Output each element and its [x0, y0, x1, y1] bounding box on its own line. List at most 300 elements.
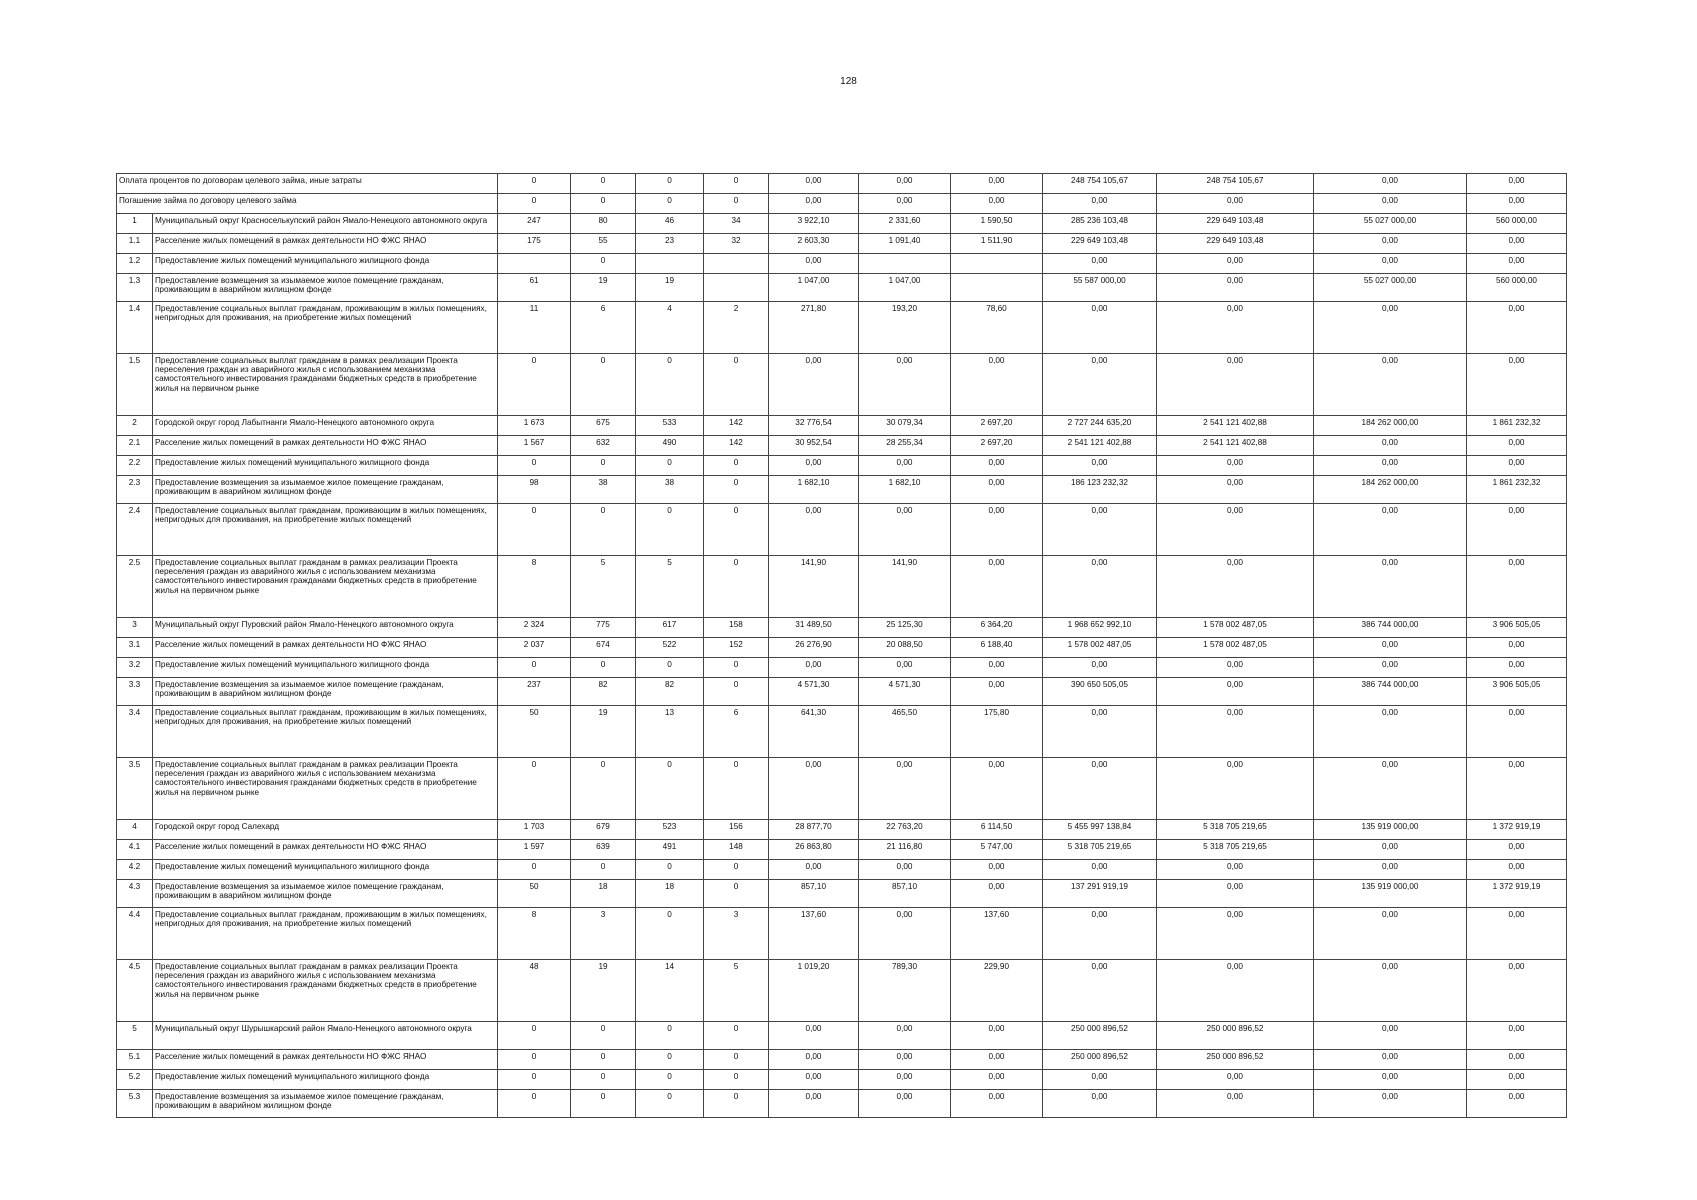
table-row: [117, 880, 1567, 908]
cell-value: 6 364,20: [951, 618, 1043, 638]
cell-value: 5: [704, 960, 769, 1022]
table-row: [117, 678, 1567, 706]
cell-value: 5 747,00: [951, 840, 1043, 860]
cell-value: 0: [704, 354, 769, 416]
row-number: 4.3: [117, 880, 153, 908]
cell-value: 4 571,30: [769, 678, 859, 706]
cell-value: 0,00: [859, 908, 951, 960]
row-number: 3.4: [117, 706, 153, 758]
cell-value: 55 027 000,00: [1314, 214, 1467, 234]
cell-value: 0,00: [1467, 234, 1567, 254]
cell-value: 0,00: [951, 556, 1043, 618]
cell-value: 0,00: [1314, 706, 1467, 758]
cell-value: 0: [636, 1050, 704, 1070]
cell-value: 0: [636, 194, 704, 214]
cell-value: 0,00: [1157, 758, 1314, 820]
cell-value: 0,00: [1467, 1050, 1567, 1070]
table-row: [117, 416, 1567, 436]
cell-value: 0: [571, 1050, 636, 1070]
cell-value: 0: [571, 354, 636, 416]
cell-value: 50: [498, 880, 571, 908]
cell-value: 857,10: [769, 880, 859, 908]
cell-value: 1 861 232,32: [1467, 416, 1567, 436]
cell-value: 0,00: [769, 1090, 859, 1118]
cell-value: 0,00: [859, 504, 951, 556]
cell-value: 0,00: [1043, 706, 1157, 758]
cell-value: 61: [498, 274, 571, 302]
row-name: Муниципальный округ Красноселькупский район Ямало-Ненецкого автономного округа: [153, 214, 498, 234]
cell-value: 0,00: [1157, 354, 1314, 416]
cell-value: 0,00: [1043, 302, 1157, 354]
cell-value: 490: [636, 436, 704, 456]
table-row: [117, 476, 1567, 504]
cell-value: 18: [571, 880, 636, 908]
cell-value: 1 372 919,19: [1467, 820, 1567, 840]
cell-value: 271,80: [769, 302, 859, 354]
row-number: 1.2: [117, 254, 153, 274]
row-number: 4.1: [117, 840, 153, 860]
cell-value: 82: [571, 678, 636, 706]
row-name: Предоставление социальных выплат гражданам, проживающим в жилых помещениях, непригодных для проживания, на приобретение жилых помещений: [153, 706, 498, 758]
row-number: 1.1: [117, 234, 153, 254]
cell-value: 5 455 997 138,84: [1043, 820, 1157, 840]
cell-value: 617: [636, 618, 704, 638]
table-row: [117, 960, 1567, 1022]
cell-value: 0: [704, 476, 769, 504]
cell-value: 0,00: [1467, 254, 1567, 274]
cell-value: 0,00: [769, 504, 859, 556]
cell-value: 1 091,40: [859, 234, 951, 254]
cell-value: 186 123 232,32: [1043, 476, 1157, 504]
cell-value: 0: [571, 254, 636, 274]
cell-value: 0: [571, 194, 636, 214]
row-name: Предоставление жилых помещений муниципального жилищного фонда: [153, 1070, 498, 1090]
cell-value: 229 649 103,48: [1157, 234, 1314, 254]
row-number: 1.4: [117, 302, 153, 354]
cell-value: 0,00: [859, 860, 951, 880]
cell-value: 0,00: [859, 456, 951, 476]
cell-value: 3 906 505,05: [1467, 618, 1567, 638]
cell-value: 0: [704, 678, 769, 706]
cell-value: 0,00: [1314, 758, 1467, 820]
cell-value: 0,00: [1314, 354, 1467, 416]
cell-value: 2 037: [498, 638, 571, 658]
cell-value: 1 578 002 487,05: [1157, 618, 1314, 638]
cell-value: 0,00: [859, 1070, 951, 1090]
cell-value: 0,00: [1467, 556, 1567, 618]
table-row: [117, 1090, 1567, 1118]
cell-value: 0,00: [1314, 1050, 1467, 1070]
cell-value: 78,60: [951, 302, 1043, 354]
cell-value: 0,00: [1467, 504, 1567, 556]
row-name: Предоставление социальных выплат гражданам в рамках реализации Проекта переселения граждан из аварийного жилья с использованием механизма самостоятельного инвестирования гражданами бюджетных средств в приобретение жилья на первичном рынке: [153, 758, 498, 820]
cell-value: 248 754 105,67: [1043, 174, 1157, 194]
cell-value: 18: [636, 880, 704, 908]
cell-value: 156: [704, 820, 769, 840]
cell-value: 0,00: [1157, 504, 1314, 556]
cell-value: 0,00: [1314, 504, 1467, 556]
cell-value: 6 188,40: [951, 638, 1043, 658]
cell-value: 0,00: [951, 504, 1043, 556]
cell-value: 38: [571, 476, 636, 504]
cell-value: 0: [704, 758, 769, 820]
cell-value: 0,00: [1467, 456, 1567, 476]
cell-value: 0: [704, 1090, 769, 1118]
cell-value: 639: [571, 840, 636, 860]
cell-value: 30 952,54: [769, 436, 859, 456]
cell-value: 48: [498, 960, 571, 1022]
cell-value: 0,00: [1043, 658, 1157, 678]
table-row: [117, 638, 1567, 658]
cell-value: 0,00: [859, 758, 951, 820]
row-number: 3.1: [117, 638, 153, 658]
cell-value: 491: [636, 840, 704, 860]
cell-value: 0,00: [1314, 1022, 1467, 1050]
cell-value: 184 262 000,00: [1314, 476, 1467, 504]
cell-value: 0,00: [1467, 706, 1567, 758]
cell-value: 141,90: [769, 556, 859, 618]
cell-value: 250 000 896,52: [1157, 1022, 1314, 1050]
cell-value: 0,00: [951, 1070, 1043, 1090]
cell-value: 0,00: [951, 476, 1043, 504]
cell-value: 0: [704, 1022, 769, 1050]
cell-value: 2: [704, 302, 769, 354]
cell-value: 0,00: [1157, 274, 1314, 302]
cell-value: 0,00: [769, 1050, 859, 1070]
cell-value: 38: [636, 476, 704, 504]
row-number: 4.4: [117, 908, 153, 960]
row-number: 3.3: [117, 678, 153, 706]
cell-value: [498, 254, 571, 274]
row-name: Предоставление возмещения за изымаемое жилое помещение гражданам, проживающим в аварийном жилищном фонде: [153, 1090, 498, 1118]
cell-value: 0,00: [1467, 840, 1567, 860]
cell-value: 0,00: [859, 1090, 951, 1118]
cell-value: 0: [704, 1070, 769, 1090]
cell-value: 1 682,10: [859, 476, 951, 504]
cell-value: 2 697,20: [951, 436, 1043, 456]
cell-value: 5 318 705 219,65: [1043, 840, 1157, 860]
cell-value: 250 000 896,52: [1043, 1022, 1157, 1050]
row-name: Предоставление социальных выплат гражданам, проживающим в жилых помещениях, непригодных для проживания, на приобретение жилых помещений: [153, 908, 498, 960]
cell-value: 1 372 919,19: [1467, 880, 1567, 908]
cell-value: 142: [704, 416, 769, 436]
row-number: 2.1: [117, 436, 153, 456]
table-row: [117, 658, 1567, 678]
cell-value: 193,20: [859, 302, 951, 354]
cell-value: 19: [636, 274, 704, 302]
cell-value: 0: [704, 880, 769, 908]
cell-value: 46: [636, 214, 704, 234]
cell-value: 0: [636, 860, 704, 880]
cell-value: 3 906 505,05: [1467, 678, 1567, 706]
cell-value: 237: [498, 678, 571, 706]
cell-value: [704, 254, 769, 274]
cell-value: 0,00: [1314, 860, 1467, 880]
cell-value: 0,00: [1157, 302, 1314, 354]
row-name: Расселение жилых помещений в рамках деятельности НО ФЖС ЯНАО: [153, 1050, 498, 1070]
row-number: 2.2: [117, 456, 153, 476]
cell-value: 0,00: [1314, 302, 1467, 354]
cell-value: 2 541 121 402,88: [1043, 436, 1157, 456]
cell-value: 22 763,20: [859, 820, 951, 840]
cell-value: 0: [571, 504, 636, 556]
row-name: Предоставление жилых помещений муниципального жилищного фонда: [153, 254, 498, 274]
cell-value: 1 703: [498, 820, 571, 840]
cell-value: 0,00: [1043, 556, 1157, 618]
cell-value: 0,00: [769, 456, 859, 476]
cell-value: 1 861 232,32: [1467, 476, 1567, 504]
row-name: Муниципальный округ Пуровский район Ямало-Ненецкого автономного округа: [153, 618, 498, 638]
cell-value: 0,00: [1314, 658, 1467, 678]
cell-value: 386 744 000,00: [1314, 618, 1467, 638]
cell-value: 0: [498, 758, 571, 820]
cell-value: 465,50: [859, 706, 951, 758]
cell-value: 0: [704, 658, 769, 678]
cell-value: 0: [498, 860, 571, 880]
cell-value: 25 125,30: [859, 618, 951, 638]
row-name: Предоставление социальных выплат гражданам, проживающим в жилых помещениях, непригодных для проживания, на приобретение жилых помещений: [153, 302, 498, 354]
cell-value: 0,00: [1043, 504, 1157, 556]
cell-value: 1 590,50: [951, 214, 1043, 234]
cell-value: 0: [498, 1022, 571, 1050]
cell-value: 0: [498, 1090, 571, 1118]
cell-value: 1 511,90: [951, 234, 1043, 254]
cell-value: 19: [571, 706, 636, 758]
cell-value: 0: [498, 1050, 571, 1070]
cell-value: 250 000 896,52: [1043, 1050, 1157, 1070]
cell-value: 2 603,30: [769, 234, 859, 254]
page-number: 128: [840, 76, 857, 87]
cell-value: 0,00: [1314, 1090, 1467, 1118]
cell-value: 4: [636, 302, 704, 354]
cell-value: 0: [636, 1090, 704, 1118]
cell-value: 5 318 705 219,65: [1157, 840, 1314, 860]
row-name: Предоставление социальных выплат гражданам в рамках реализации Проекта переселения граждан из аварийного жилья с использованием механизма самостоятельного инвестирования гражданами бюджетных средств в приобретение жилья на первичном рынке: [153, 354, 498, 416]
cell-value: 1 597: [498, 840, 571, 860]
row-number: 5.3: [117, 1090, 153, 1118]
cell-value: 13: [636, 706, 704, 758]
cell-value: 30 079,34: [859, 416, 951, 436]
cell-value: 0,00: [1314, 1070, 1467, 1090]
cell-value: 0: [636, 908, 704, 960]
table-row: [117, 194, 1567, 214]
cell-value: 141,90: [859, 556, 951, 618]
cell-value: 2 324: [498, 618, 571, 638]
cell-value: 0,00: [859, 1050, 951, 1070]
cell-value: 0: [498, 1070, 571, 1090]
cell-value: 0,00: [1467, 1022, 1567, 1050]
cell-value: 0,00: [1157, 908, 1314, 960]
row-number: 3: [117, 618, 153, 638]
cell-value: 137,60: [951, 908, 1043, 960]
cell-value: 0,00: [769, 1070, 859, 1090]
cell-value: 0,00: [1314, 908, 1467, 960]
cell-value: 0,00: [859, 194, 951, 214]
cell-value: 8: [498, 908, 571, 960]
cell-value: 0,00: [1043, 908, 1157, 960]
cell-value: 0,00: [769, 354, 859, 416]
cell-value: 1 578 002 487,05: [1157, 638, 1314, 658]
table-row: [117, 274, 1567, 302]
cell-value: 0: [498, 456, 571, 476]
cell-value: 0,00: [1043, 1070, 1157, 1090]
row-number: 3.2: [117, 658, 153, 678]
cell-value: 0,00: [1314, 960, 1467, 1022]
row-name: Погашение займа по договору целевого займа: [117, 194, 498, 214]
cell-value: 560 000,00: [1467, 214, 1567, 234]
cell-value: 775: [571, 618, 636, 638]
row-name: Расселение жилых помещений в рамках деятельности НО ФЖС ЯНАО: [153, 840, 498, 860]
cell-value: 34: [704, 214, 769, 234]
cell-value: 5 318 705 219,65: [1157, 820, 1314, 840]
cell-value: 3: [571, 908, 636, 960]
row-name: Городской округ город Салехард: [153, 820, 498, 840]
cell-value: 0,00: [951, 174, 1043, 194]
row-name: Предоставление жилых помещений муниципального жилищного фонда: [153, 860, 498, 880]
cell-value: 0: [571, 758, 636, 820]
cell-value: 0,00: [1157, 960, 1314, 1022]
cell-value: 0,00: [1157, 880, 1314, 908]
cell-value: 4 571,30: [859, 678, 951, 706]
cell-value: 0: [636, 504, 704, 556]
cell-value: 0: [704, 174, 769, 194]
cell-value: 80: [571, 214, 636, 234]
table-row: [117, 504, 1567, 556]
row-name: Оплата процентов по договорам целевого займа, иные затраты: [117, 174, 498, 194]
cell-value: 0: [498, 174, 571, 194]
cell-value: 229 649 103,48: [1157, 214, 1314, 234]
cell-value: 248 754 105,67: [1157, 174, 1314, 194]
cell-value: 98: [498, 476, 571, 504]
cell-value: 229,90: [951, 960, 1043, 1022]
cell-value: [951, 274, 1043, 302]
cell-value: 14: [636, 960, 704, 1022]
cell-value: 1 047,00: [769, 274, 859, 302]
cell-value: 0,00: [1043, 960, 1157, 1022]
cell-value: 0,00: [1157, 706, 1314, 758]
cell-value: 523: [636, 820, 704, 840]
cell-value: 0,00: [769, 1022, 859, 1050]
cell-value: 21 116,80: [859, 840, 951, 860]
cell-value: 82: [636, 678, 704, 706]
row-number: 1.5: [117, 354, 153, 416]
row-number: 4.5: [117, 960, 153, 1022]
cell-value: 0: [571, 1022, 636, 1050]
row-name: Предоставление возмещения за изымаемое жилое помещение гражданам, проживающим в аварийном жилищном фонде: [153, 476, 498, 504]
cell-value: 0: [704, 860, 769, 880]
cell-value: 0: [636, 1070, 704, 1090]
row-number: 5.2: [117, 1070, 153, 1090]
cell-value: 0,00: [769, 174, 859, 194]
cell-value: 6 114,50: [951, 820, 1043, 840]
table-row: [117, 1050, 1567, 1070]
cell-value: 158: [704, 618, 769, 638]
table-row: [117, 758, 1567, 820]
cell-value: 0,00: [951, 658, 1043, 678]
cell-value: 148: [704, 840, 769, 860]
cell-value: 0,00: [1314, 254, 1467, 274]
cell-value: 0,00: [1043, 758, 1157, 820]
cell-value: 31 489,50: [769, 618, 859, 638]
cell-value: 560 000,00: [1467, 274, 1567, 302]
cell-value: 0,00: [1467, 194, 1567, 214]
cell-value: 522: [636, 638, 704, 658]
cell-value: 1 578 002 487,05: [1043, 638, 1157, 658]
cell-value: 0: [498, 194, 571, 214]
cell-value: 1 019,20: [769, 960, 859, 1022]
cell-value: 1 673: [498, 416, 571, 436]
cell-value: 0,00: [1043, 194, 1157, 214]
row-name: Предоставление возмещения за изымаемое жилое помещение гражданам, проживающим в аварийном жилищном фонде: [153, 880, 498, 908]
cell-value: 0,00: [859, 174, 951, 194]
cell-value: 0,00: [1314, 840, 1467, 860]
cell-value: 0,00: [859, 658, 951, 678]
cell-value: 55 027 000,00: [1314, 274, 1467, 302]
cell-value: 55 587 000,00: [1043, 274, 1157, 302]
cell-value: 0,00: [1467, 354, 1567, 416]
cell-value: 23: [636, 234, 704, 254]
row-name: Предоставление жилых помещений муниципального жилищного фонда: [153, 456, 498, 476]
row-number: 2.4: [117, 504, 153, 556]
cell-value: 0: [636, 174, 704, 194]
cell-value: 175: [498, 234, 571, 254]
cell-value: 19: [571, 960, 636, 1022]
cell-value: 641,30: [769, 706, 859, 758]
row-name: Муниципальный округ Шурышкарский район Ямало-Ненецкого автономного округа: [153, 1022, 498, 1050]
cell-value: 6: [704, 706, 769, 758]
cell-value: 0: [636, 1022, 704, 1050]
cell-value: [859, 254, 951, 274]
cell-value: 26 863,80: [769, 840, 859, 860]
cell-value: 386 744 000,00: [1314, 678, 1467, 706]
cell-value: 0,00: [1157, 1090, 1314, 1118]
table-row: [117, 436, 1567, 456]
cell-value: 533: [636, 416, 704, 436]
table-row: [117, 840, 1567, 860]
cell-value: 32: [704, 234, 769, 254]
cell-value: 0: [704, 456, 769, 476]
row-number: 4: [117, 820, 153, 840]
cell-value: 0,00: [951, 194, 1043, 214]
row-name: Предоставление социальных выплат гражданам в рамках реализации Проекта переселения граждан из аварийного жилья с использованием механизма самостоятельного инвестирования гражданами бюджетных средств в приобретение жилья на первичном рынке: [153, 960, 498, 1022]
cell-value: 0,00: [1157, 658, 1314, 678]
cell-value: 2 331,60: [859, 214, 951, 234]
cell-value: 0,00: [1314, 556, 1467, 618]
cell-value: 0,00: [1467, 908, 1567, 960]
table-row: [117, 254, 1567, 274]
cell-value: 0: [636, 758, 704, 820]
cell-value: 0,00: [1467, 638, 1567, 658]
row-number: 4.2: [117, 860, 153, 880]
cell-value: 0,00: [1157, 254, 1314, 274]
cell-value: 229 649 103,48: [1043, 234, 1157, 254]
cell-value: 0,00: [1314, 436, 1467, 456]
cell-value: 28 255,34: [859, 436, 951, 456]
row-name: Расселение жилых помещений в рамках деятельности НО ФЖС ЯНАО: [153, 638, 498, 658]
cell-value: 2 697,20: [951, 416, 1043, 436]
row-number: 1.3: [117, 274, 153, 302]
cell-value: 0,00: [951, 758, 1043, 820]
cell-value: 0,00: [1467, 302, 1567, 354]
cell-value: 0,00: [951, 1090, 1043, 1118]
cell-value: 675: [571, 416, 636, 436]
cell-value: 0: [498, 354, 571, 416]
cell-value: 11: [498, 302, 571, 354]
cell-value: 0: [571, 1090, 636, 1118]
cell-value: 2 727 244 635,20: [1043, 416, 1157, 436]
cell-value: 1 047,00: [859, 274, 951, 302]
cell-value: [636, 254, 704, 274]
